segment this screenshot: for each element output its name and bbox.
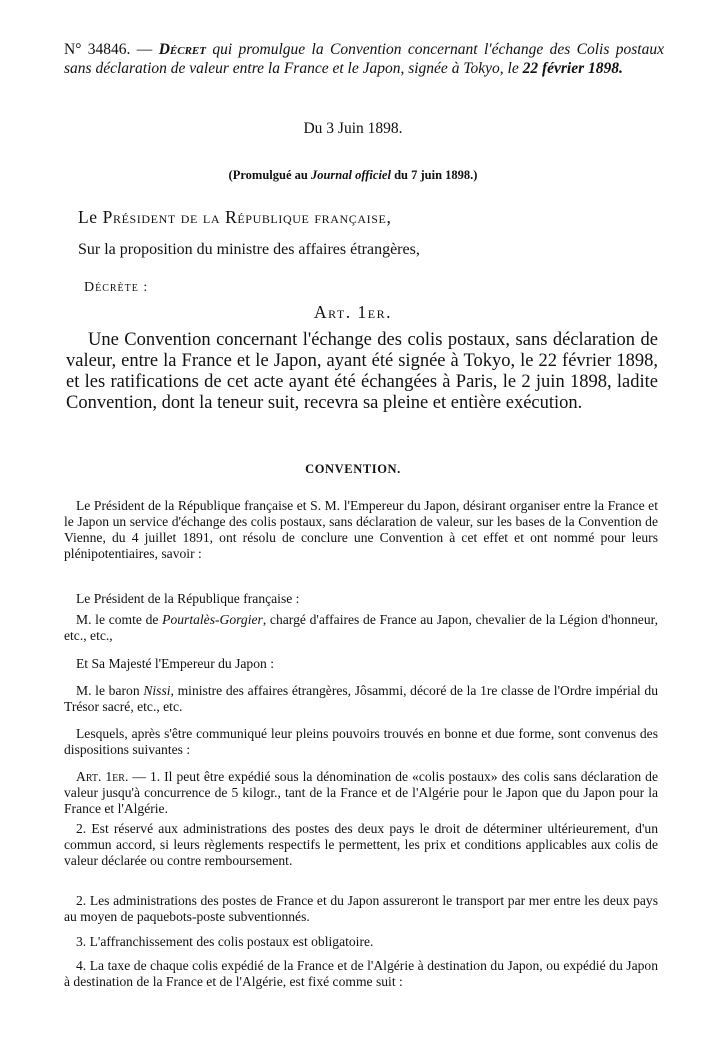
- proposition-line: Sur la proposition du ministre des affaires étrangères,: [78, 241, 420, 258]
- japan-delegate: [64, 683, 658, 715]
- article-1-text: Une Convention concernant l'échange des colis postaux, sans déclaration de valeur, entre la France et le Japon, ayant été signée à Tokyo, le 22 février 1898, et les ratifications de cet acte ayant été échangées à Paris, le 2 juin 1898, ladite Convention, dont la teneur suit, recevra sa pleine et entière exécution.: [66, 330, 658, 413]
- japan-side-heading: Et Sa Majesté l'Empereur du Japon :: [76, 656, 274, 671]
- lesquels-paragraph: Lesquels, après s'être communiqué leur pleins pouvoirs trouvés en bonne et due forme, sont convenus des dispositions suivantes :: [64, 726, 658, 757]
- president-line: [78, 207, 391, 228]
- convention-item-2: 2. Les administrations des postes de France et du Japon assureront le transport par mer entre les deux pays au moyen de paquebots-poste subventionnés.: [64, 893, 658, 924]
- promulgation-suffix: du 7 juin 1898.): [390, 168, 478, 182]
- convention-item-3: 3. L'affranchissement des colis postaux est obligatoire.: [76, 934, 374, 949]
- decree-number: N° 34846. —: [64, 41, 153, 58]
- french-delegate-prefix: M. le comte de: [76, 612, 163, 627]
- convention-title: CONVENTION.: [305, 462, 401, 476]
- promulgation-note: [0, 168, 706, 183]
- french-delegate-details: , chargé d'affaires de France au Japon, chevalier de la Légion d'honneur, etc., etc.,: [64, 612, 658, 643]
- decree-heading: [64, 40, 664, 78]
- president-article: Le: [78, 207, 103, 227]
- french-side-heading: Le Président de la République française :: [76, 591, 300, 606]
- president-title: Président de la République française,: [102, 207, 392, 227]
- convention-article-1-label: Art. 1er. —: [76, 769, 146, 784]
- japan-delegate-prefix: M. le baron: [76, 683, 144, 698]
- journal-name: Journal officiel: [310, 168, 391, 182]
- decree-signing-date: 22 février 1898.: [522, 60, 623, 77]
- french-delegate: [64, 612, 658, 644]
- decree-label: Décret: [158, 41, 206, 58]
- convention-intro: Le Président de la République française et S. M. l'Empereur du Japon, désirant organiser entre la France et le Japon un service d'échange des colis postaux, sans déclaration de valeur, sur les bases de la Convention de Vienne, du 4 juillet 1891, ont résolu de conclure une Convention à cet effet et ont nommé pour leurs plénipotentiaires, savoir :: [64, 498, 658, 561]
- decrete-label: Décrète :: [84, 280, 149, 295]
- promulgation-prefix: (Promulgué au: [228, 168, 311, 182]
- decree-title: qui promulgue la Convention concernant l'échange des Colis postaux sans déclaration de valeur entre la France et le Japon, signée à Tokyo, le: [64, 41, 664, 77]
- decree-date: Du 3 Juin 1898.: [303, 120, 403, 137]
- french-delegate-name: Pourtalès-Gorgier: [162, 612, 263, 627]
- japan-delegate-details: , ministre des affaires étrangères, Jôsammi, décoré de la 1re classe de l'Ordre impérial du Trésor sacré, etc., etc.: [64, 683, 658, 714]
- convention-article-1: [64, 769, 658, 817]
- convention-item-4: 4. La taxe de chaque colis expédié de la France et de l'Algérie à destination du Japon, ou expédié du Japon à destination de la France et de l'Algérie, est fixé comme suit :: [64, 958, 658, 989]
- japan-delegate-name: Nissi: [143, 683, 171, 698]
- article-1-title: Art. 1er.: [314, 302, 392, 322]
- convention-article-1-paragraph-2: 2. Est réservé aux administrations des postes des deux pays le droit de déterminer ultérieurement, d'un commun accord, si leurs règlements respectifs le permettent, les prix et conditions applicables aux colis de valeur déclarée ou contre remboursement.: [64, 821, 658, 868]
- convention-article-1-text: 1. Il peut être expédié sous la dénomination de «colis postaux» des colis sans déclaration de valeur jusqu'à concurrence de 5 kilogr., tant de la France et de l'Algérie pour le Japon que du Japon pour la France et l'Algérie.: [64, 769, 658, 816]
